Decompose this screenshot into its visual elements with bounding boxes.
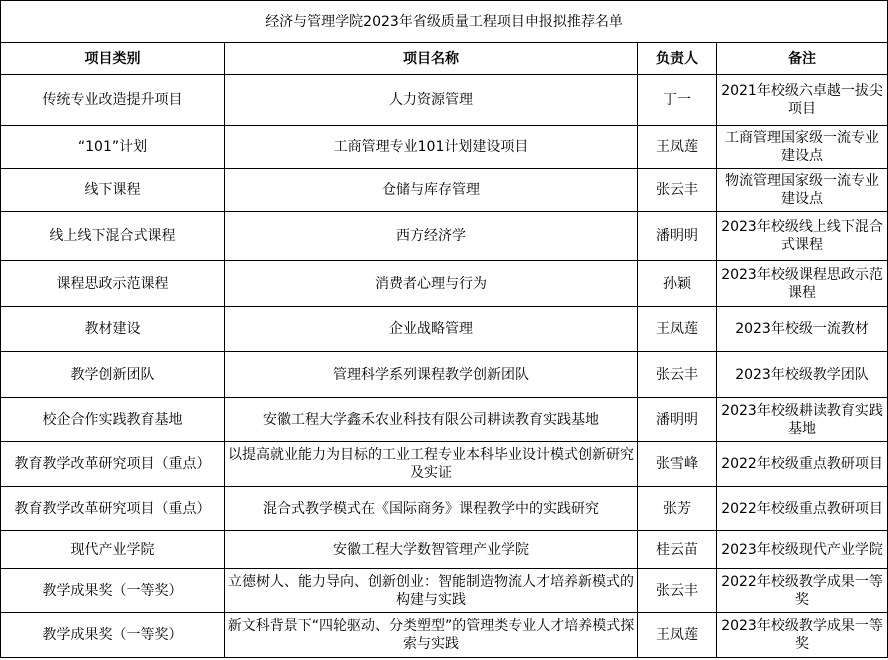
- table-row: [1, 212, 888, 261]
- cell-name: 立德树人、能力导向、创新创业：智能制造物流人才培养新模式的构建与实践: [225, 569, 638, 613]
- cell-leader: 张芳: [638, 487, 717, 531]
- cell-leader: 潘明明: [638, 398, 717, 442]
- header-category: 项目类别: [1, 43, 225, 75]
- cell-category: 课程思政示范课程: [1, 261, 225, 307]
- cell-leader: 张云丰: [638, 569, 717, 613]
- cell-remark: 2023年校级课程思政示范课程: [717, 261, 888, 307]
- cell-category: “101”计划: [1, 126, 225, 169]
- cell-remark: 2022年校级教学成果一等奖: [717, 569, 888, 613]
- cell-remark: 2022年校级重点教研项目: [717, 442, 888, 487]
- table-row: [1, 613, 888, 658]
- cell-name: 管理科学系列课程教学创新团队: [225, 352, 638, 398]
- table-row: [1, 126, 888, 169]
- cell-name: 西方经济学: [225, 212, 638, 261]
- cell-leader: 孙颖: [638, 261, 717, 307]
- cell-leader: 张云丰: [638, 169, 717, 212]
- cell-name: 安徽工程大学数智管理产业学院: [225, 531, 638, 569]
- cell-name: 安徽工程大学鑫禾农业科技有限公司耕读教育实践基地: [225, 398, 638, 442]
- cell-name: 消费者心理与行为: [225, 261, 638, 307]
- cell-name: 工商管理专业101计划建设项目: [225, 126, 638, 169]
- cell-leader: 王凤莲: [638, 307, 717, 352]
- cell-remark: 2023年校级一流教材: [717, 307, 888, 352]
- cell-leader: 张云丰: [638, 352, 717, 398]
- cell-leader: 丁一: [638, 75, 717, 126]
- cell-category: 教学成果奖（一等奖）: [1, 569, 225, 613]
- cell-category: 线上线下混合式课程: [1, 212, 225, 261]
- cell-remark: 2023年校级线上线下混合式课程: [717, 212, 888, 261]
- cell-name: 新文科背景下“四轮驱动、分类塑型”的管理类专业人才培养模式探索与实践: [225, 613, 638, 658]
- cell-leader: 桂云苗: [638, 531, 717, 569]
- cell-category: 教育教学改革研究项目（重点）: [1, 487, 225, 531]
- cell-category: 教材建设: [1, 307, 225, 352]
- cell-remark: 2022年校级重点教研项目: [717, 487, 888, 531]
- cell-leader: 王凤莲: [638, 613, 717, 658]
- header-leader: 负责人: [638, 43, 717, 75]
- header-name: 项目名称: [225, 43, 638, 75]
- cell-remark: 2023年校级教学成果一等奖: [717, 613, 888, 658]
- table-row: [1, 352, 888, 398]
- cell-category: 现代产业学院: [1, 531, 225, 569]
- cell-name: 人力资源管理: [225, 75, 638, 126]
- cell-category: 教育教学改革研究项目（重点）: [1, 442, 225, 487]
- cell-name: 混合式教学模式在《国际商务》课程教学中的实践研究: [225, 487, 638, 531]
- cell-category: 教学成果奖（一等奖）: [1, 613, 225, 658]
- table-row: [1, 569, 888, 613]
- title-row: [1, 1, 888, 43]
- header-row: [1, 43, 888, 75]
- table-row: [1, 398, 888, 442]
- cell-category: 线下课程: [1, 169, 225, 212]
- table-row: [1, 261, 888, 307]
- cell-remark: 2023年校级教学团队: [717, 352, 888, 398]
- table-title: 经济与管理学院2023年省级质量工程项目申报拟推荐名单: [1, 1, 888, 43]
- cell-remark: 2023年校级现代产业学院: [717, 531, 888, 569]
- table-row: [1, 75, 888, 126]
- cell-remark: 工商管理国家级一流专业建设点: [717, 126, 888, 169]
- cell-name: 仓储与库存管理: [225, 169, 638, 212]
- cell-leader: 张雪峰: [638, 442, 717, 487]
- table-row: [1, 487, 888, 531]
- cell-name: 以提高就业能力为目标的工业工程专业本科毕业设计模式创新研究及实证: [225, 442, 638, 487]
- table-row: [1, 307, 888, 352]
- cell-leader: 王凤莲: [638, 126, 717, 169]
- cell-category: 传统专业改造提升项目: [1, 75, 225, 126]
- header-remark: 备注: [717, 43, 888, 75]
- cell-remark: 2023年校级耕读教育实践基地: [717, 398, 888, 442]
- cell-remark: 物流管理国家级一流专业建设点: [717, 169, 888, 212]
- cell-category: 教学创新团队: [1, 352, 225, 398]
- cell-name: 企业战略管理: [225, 307, 638, 352]
- table-row: [1, 531, 888, 569]
- cell-category: 校企合作实践教育基地: [1, 398, 225, 442]
- cell-remark: 2021年校级六卓越一拔尖项目: [717, 75, 888, 126]
- table-row: [1, 442, 888, 487]
- cell-leader: 潘明明: [638, 212, 717, 261]
- table-row: [1, 169, 888, 212]
